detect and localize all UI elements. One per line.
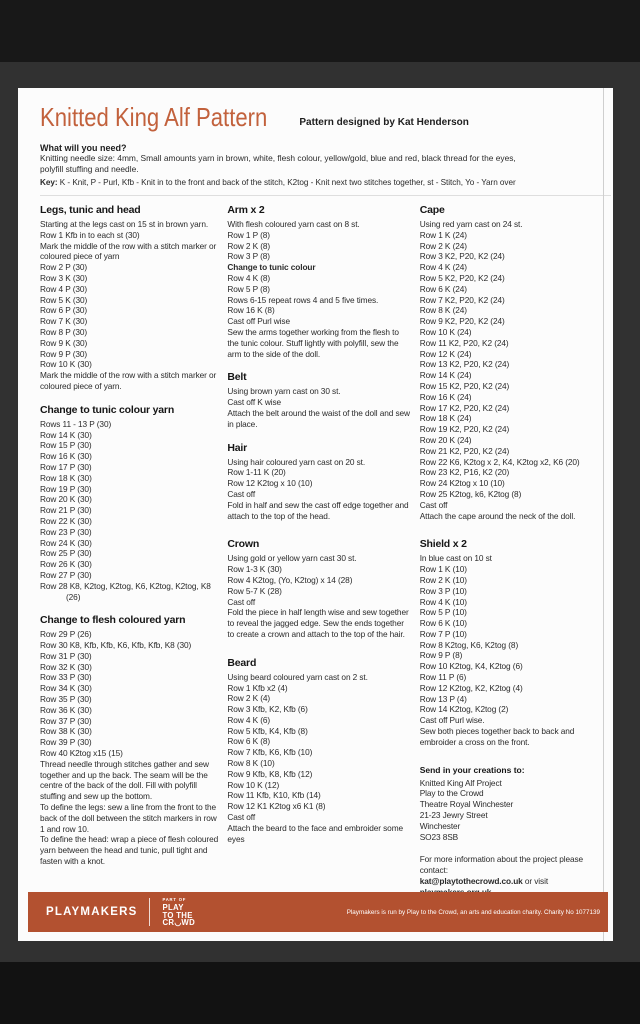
- pattern-column-2: [227, 204, 411, 898]
- pattern-row: Row 33 P (30): [40, 672, 92, 683]
- pattern-row: Play to the Crowd: [419, 788, 484, 799]
- pattern-column-1: [40, 204, 219, 898]
- pattern-row: Row 16 K (8): [227, 305, 275, 316]
- section-heading: Change to flesh coloured yarn: [40, 614, 186, 627]
- pattern-row: Row 3 Kfb, K2, Kfb (6): [227, 704, 308, 715]
- pattern-row: Row 22 K6, K2tog x 2, K4, K2tog x2, K6 (20): [419, 456, 580, 467]
- playmakers-logo: PLAYMAKERS: [46, 906, 138, 918]
- pattern-row: Row 12 K1 K2tog x6 K1 (8): [227, 801, 326, 812]
- pattern-row: Row 3 K2, P20, K2 (24): [419, 251, 505, 262]
- logo-line: CR◡WD: [162, 918, 196, 928]
- paragraph: Mark the middle of the row with a stitch marker or coloured piece of yarn.: [40, 370, 217, 391]
- pattern-row: Row 5 K (30): [40, 294, 88, 305]
- pattern-row: Rows 11 - 13 P (30): [40, 418, 112, 429]
- footer-band: [28, 892, 608, 932]
- paragraph: Sew the arms together working from the flesh to the tunic colour. Stuff lightly with polyfill, sew the arm to the side of the doll.: [227, 326, 399, 359]
- pattern-row: Row 6 K (10): [419, 618, 467, 629]
- pattern-row: Row 2 K (24): [419, 240, 467, 251]
- pattern-row: Row 38 K (30): [40, 726, 92, 737]
- pattern-section: [227, 371, 411, 429]
- pattern-row: Row 30 K8, Kfb, Kfb, K6, Kfb, Kfb, K8 (30): [40, 640, 192, 651]
- pattern-row: Row 7 Kfb, K6, Kfb (10): [227, 747, 313, 758]
- pattern-row: Rows 6-15 repeat rows 4 and 5 five times.: [227, 294, 379, 305]
- pattern-row: Row 20 K (24): [419, 434, 472, 445]
- pattern-row: Row 36 K (30): [40, 704, 92, 715]
- section-heading: Arm x 2: [227, 204, 265, 216]
- pattern-row: [420, 876, 605, 887]
- pattern-row: Row 18 K (24): [419, 413, 472, 424]
- section-heading: Crown: [227, 538, 260, 551]
- pattern-row: Row 2 K (8): [227, 240, 271, 251]
- text-span: or visit: [522, 876, 549, 887]
- pattern-row: Row 1 K (10): [419, 564, 467, 575]
- pattern-row: Row 14 K (30): [40, 429, 92, 440]
- pattern-row: Row 20 K (30): [40, 494, 92, 505]
- footer-divider: [149, 898, 150, 926]
- materials-text: Knitting needle size: 4mm, Small amounts yarn in brown, white, flesh colour, yellow/gold, blue and red, black thread for the eyes, polyfill stuffing and needle.: [40, 153, 516, 174]
- section-heading: Beard: [227, 656, 257, 669]
- pattern-row: Row 24 K (30): [40, 537, 92, 548]
- pattern-row: Row 19 P (30): [40, 483, 92, 494]
- pattern-row: Row 9 K (30): [40, 337, 88, 348]
- page-edge-line: [603, 88, 604, 941]
- paragraph: To define the legs: sew a line from the front to the back of the doll between the stitch markers in row 1 and row 10.: [40, 802, 217, 834]
- paragraph: Using gold or yellow yarn cast 30 st.: [227, 553, 357, 564]
- pattern-row: Row 37 P (30): [40, 715, 92, 726]
- key-text: K - Knit, P - Purl, Kfb - Knit in to the front and back of the stitch, K2tog - Knit next two stitches together, st - Stitch, Yo - Yarn over: [59, 178, 516, 187]
- pattern-row: Cast off: [227, 812, 256, 823]
- background-top-band: [0, 0, 640, 62]
- pattern-row: Row 23 K2, P16, K2 (20): [419, 467, 510, 478]
- paragraph: Sew both pieces together back to back and embroider a cross on the front.: [419, 726, 575, 747]
- paragraph: Using beard coloured yarn cast on 2 st.: [227, 671, 368, 682]
- logo-line: TO THE: [162, 910, 193, 920]
- key-line: [40, 177, 605, 188]
- pattern-row: Row 5 P (10): [419, 607, 467, 618]
- paragraph: In blue cast on 10 st: [419, 553, 492, 564]
- part-of-label: PART OF: [162, 896, 187, 902]
- paragraph: Attach the cape around the neck of the doll.: [419, 510, 576, 521]
- paragraph: Fold in half and sew the cast off edge together and attach to the top of the head.: [227, 499, 409, 521]
- pattern-row: Row 16 K (24): [419, 391, 472, 402]
- pattern-row: Row 10 K (12): [227, 779, 280, 790]
- intro-block: [40, 143, 605, 188]
- pattern-row: Row 11 Kfb, K10, Kfb (14): [227, 790, 321, 801]
- document-page: [18, 88, 613, 941]
- pattern-row: Row 28 K8, K2tog, K2tog, K6, K2tog, K2tog, K8 (26): [40, 580, 211, 602]
- paragraph: To define the head: wrap a piece of flesh coloured yarn between the head and tunic, pull tight and fasten with a knot.: [40, 834, 219, 867]
- text-span: kat@playtothecrowd.co.uk: [419, 876, 523, 887]
- key-label: Key:: [40, 178, 58, 187]
- pattern-row: Row 1-11 K (20): [227, 467, 286, 478]
- paragraph: Attach the belt around the waist of the doll and sew in place.: [227, 407, 410, 429]
- pattern-row: Row 25 P (30): [40, 548, 92, 559]
- pattern-row: Knitted King Alf Project: [419, 777, 502, 788]
- pattern-row: Cast off: [227, 488, 256, 499]
- pattern-row: Row 34 K (30): [40, 683, 92, 694]
- section-heading: Hair: [227, 441, 248, 454]
- pattern-row: Row 17 K2, P20, K2 (24): [419, 402, 510, 413]
- pattern-section: [40, 614, 219, 867]
- pattern-section: [420, 765, 605, 843]
- pattern-row: Row 22 K (30): [40, 515, 92, 526]
- section-heading: Send in your creations to:: [419, 764, 525, 775]
- pattern-row: Row 1 Kfb x2 (4): [227, 682, 288, 693]
- pattern-row: Cast off K wise: [227, 397, 282, 408]
- pattern-row: Row 24 K2tog x 10 (10): [419, 478, 505, 489]
- paragraph: Starting at the legs cast on 15 st in brown yarn.: [40, 219, 209, 229]
- pattern-row: Row 7 P (10): [419, 628, 467, 639]
- pattern-row: Row 17 P (30): [40, 461, 92, 472]
- pattern-row: Theatre Royal Winchester: [419, 799, 514, 810]
- pattern-row: Row 1 P (8): [227, 229, 270, 240]
- pattern-column-3: [420, 204, 605, 898]
- pattern-row: Row 8 P (30): [40, 326, 88, 337]
- pattern-row: Row 13 P (4): [419, 693, 467, 704]
- pattern-row: Row 1-3 K (30): [227, 564, 282, 575]
- pattern-row: Row 3 P (10): [419, 585, 467, 596]
- pattern-row: Row 21 K2, P20, K2 (24): [419, 445, 510, 456]
- play-to-the-crowd-logo: [162, 897, 195, 927]
- pattern-row: Row 6 P (30): [40, 305, 88, 316]
- designer-credit: Pattern designed by Kat Henderson: [299, 117, 469, 128]
- pattern-row: Row 12 K2tog, K2, K2tog (4): [419, 682, 523, 693]
- pattern-row: Cast off: [419, 499, 448, 510]
- pattern-row: Row 3 K (30): [40, 272, 88, 283]
- pattern-row: Row 4 K (6): [227, 714, 271, 725]
- intro-heading: What will you need?: [40, 143, 127, 153]
- pattern-row: Winchester: [419, 820, 461, 831]
- pattern-row: Row 16 K (30): [40, 451, 92, 462]
- pattern-row: Row 4 K (24): [419, 262, 467, 273]
- pattern-row: Row 14 K (24): [419, 370, 472, 381]
- pattern-row: Row 35 P (30): [40, 694, 92, 705]
- pattern-row: Row 9 Kfb, K8, Kfb (12): [227, 768, 313, 779]
- pattern-row: Row 32 K (30): [40, 661, 92, 672]
- pattern-row: Row 12 K (24): [419, 348, 472, 359]
- pattern-row: Row 11 P (6): [419, 672, 467, 683]
- pattern-row: Row 6 K (8): [227, 736, 271, 747]
- pattern-section: [40, 404, 219, 603]
- pattern-row: Row 14 K2tog, K2tog (2): [419, 704, 509, 715]
- pattern-row: Row 4 K (10): [419, 596, 467, 607]
- pattern-row: Cast off Purl wise.: [419, 715, 485, 726]
- pattern-section: [227, 538, 411, 639]
- pattern-section: [40, 204, 219, 392]
- pattern-row: Row 8 K (10): [227, 758, 275, 769]
- pattern-row: Row 40 K2tog x15 (15): [40, 748, 123, 759]
- section-heading: Legs, tunic and head: [40, 204, 141, 216]
- header-divider: [40, 195, 611, 196]
- pattern-row: Row 9 P (30): [40, 348, 88, 359]
- pattern-row: SO23 8SB: [419, 831, 459, 842]
- pattern-row: Row 39 P (30): [40, 737, 92, 748]
- pattern-row: Row 7 K2, P20, K2 (24): [419, 294, 505, 305]
- paragraph: Using brown yarn cast on 30 st.: [227, 386, 341, 397]
- pattern-row: Row 1 Kfb in to each st (30): [40, 229, 140, 240]
- pattern-row: Row 18 K (30): [40, 472, 92, 483]
- pattern-row: Row 12 K2tog x 10 (10): [227, 478, 313, 489]
- pattern-row: Row 5 K2, P20, K2 (24): [419, 272, 505, 283]
- pattern-row: Row 19 K2, P20, K2 (24): [419, 424, 510, 435]
- pattern-row: Row 31 P (30): [40, 650, 92, 661]
- pattern-row: Row 9 K2, P20, K2 (24): [419, 316, 505, 327]
- pattern-row: Change to tunic colour: [227, 262, 316, 273]
- pattern-row: Row 29 P (26): [40, 629, 92, 640]
- pattern-row: Row 11 K2, P20, K2 (24): [419, 337, 509, 348]
- pattern-section: [227, 657, 411, 845]
- section-heading: Change to tunic colour yarn: [40, 403, 175, 416]
- pattern-row: 21-23 Jewry Street: [419, 810, 488, 821]
- paragraph: Mark the middle of the row with a stitch marker or coloured piece of yarn: [40, 240, 217, 262]
- pattern-row: Row 2 K (4): [227, 693, 271, 704]
- pattern-row: Row 10 K (30): [40, 359, 92, 370]
- pattern-section: [227, 442, 411, 522]
- charity-note: Playmakers is run by Play to the Crowd, an arts and education charity. Charity No 1077139: [346, 908, 600, 916]
- pattern-row: Row 5 P (8): [227, 283, 270, 294]
- pattern-row: Row 2 K (10): [419, 574, 467, 585]
- pattern-row: Row 26 K (30): [40, 559, 92, 570]
- paragraph: Attach the beard to the face and embroider some eyes: [227, 822, 404, 844]
- pattern-section: [420, 204, 605, 521]
- section-heading: Shield x 2: [419, 538, 467, 551]
- logo-line: PLAY: [162, 902, 184, 912]
- pattern-row: Row 27 P (30): [40, 569, 92, 580]
- pattern-row: Row 2 P (30): [40, 262, 88, 273]
- paragraph: Using red yarn cast on 24 st.: [419, 219, 523, 229]
- pattern-row: Row 15 K2, P20, K2 (24): [419, 380, 510, 391]
- pattern-row: Row 25 K2tog, k6, K2tog (8): [419, 488, 522, 499]
- pattern-row: Row 4 P (30): [40, 283, 88, 294]
- paragraph: Fold the piece in half length wise and sew together to reveal the jagged edge. Sew the ends together to create a crown and attach to the top of the hair.: [227, 607, 409, 639]
- pattern-row: Row 23 P (30): [40, 526, 92, 537]
- pattern-row: Row 1 K (24): [419, 229, 467, 240]
- paragraph: Using hair coloured yarn cast on 20 st.: [227, 456, 366, 467]
- pattern-row: Row 8 K2tog, K6, K2tog (8): [419, 639, 519, 650]
- pattern-section: [227, 204, 411, 359]
- header: [40, 102, 605, 133]
- pattern-row: Row 5-7 K (28): [227, 585, 282, 596]
- paragraph: With flesh coloured yarn cast on 8 st.: [227, 219, 360, 229]
- section-heading: Belt: [227, 371, 247, 384]
- pattern-row: Row 5 Kfb, K4, Kfb (8): [227, 725, 308, 736]
- paragraph: For more information about the project please contact:: [419, 854, 584, 876]
- page-title: Knitted King Alf Pattern: [40, 102, 268, 132]
- section-heading: Cape: [419, 204, 445, 216]
- pattern-row: Row 9 P (8): [419, 650, 463, 661]
- paragraph: Thread needle through stitches gather and sew together and up the back. The seam will be the centre of the back of the doll. Fill with polyfill stuffing and sew up the bottom.: [40, 758, 209, 802]
- pattern-row: Row 10 K (24): [419, 326, 472, 337]
- pattern-row: Row 10 K2tog, K4, K2tog (6): [419, 661, 523, 672]
- pattern-row: Row 6 K (24): [419, 283, 467, 294]
- pattern-row: Row 21 P (30): [40, 505, 92, 516]
- background-bottom-band: [0, 962, 640, 1024]
- pattern-row: Row 3 P (8): [227, 251, 270, 262]
- pattern-row: Row 15 P (30): [40, 440, 92, 451]
- pattern-row: Row 8 K (24): [419, 305, 467, 316]
- pattern-row: Row 7 K (30): [40, 316, 88, 327]
- pattern-section: [420, 538, 605, 747]
- pattern-row: Row 4 K2tog, (Yo, K2tog) x 14 (28): [227, 574, 353, 585]
- pattern-row: Cast off: [227, 596, 256, 607]
- pattern-row: Row 13 K2, P20, K2 (24): [419, 359, 510, 370]
- pattern-columns: [40, 204, 605, 898]
- pattern-row: Row 4 K (8): [227, 272, 271, 283]
- pattern-row: Cast off Purl wise: [227, 316, 290, 327]
